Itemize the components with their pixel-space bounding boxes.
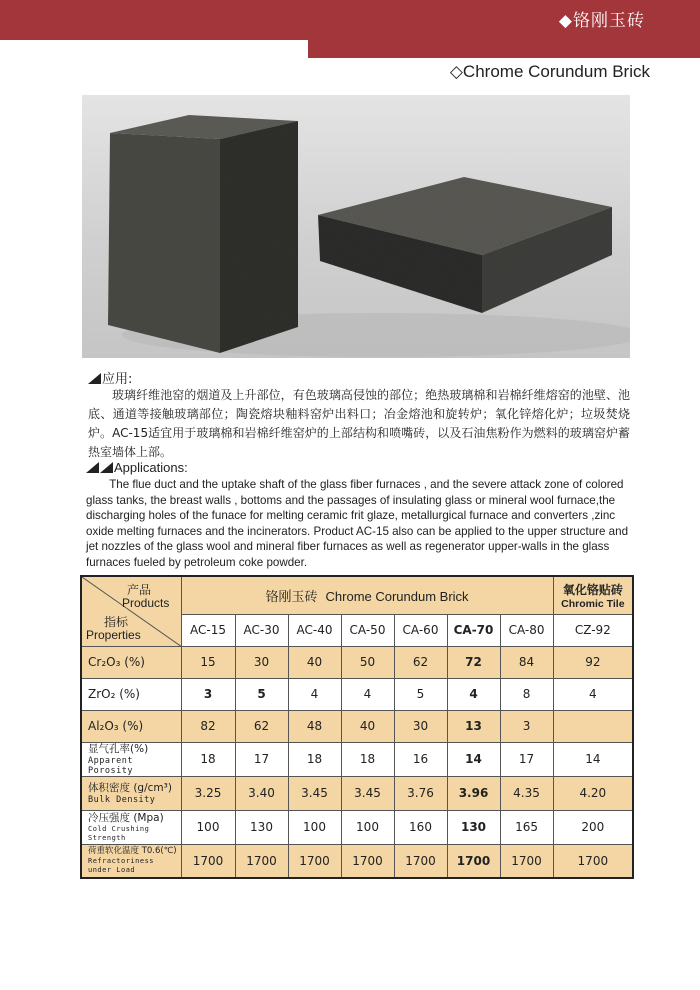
value-cell: 40 (341, 710, 394, 742)
value-cell: 1700 (553, 844, 633, 878)
value-cell: 130 (235, 810, 288, 844)
code-cell: CA-60 (394, 614, 447, 646)
header-banner-tab (308, 40, 700, 58)
code-cell: AC-40 (288, 614, 341, 646)
page-title-en: ◇Chrome Corundum Brick (449, 62, 650, 81)
value-cell: 82 (181, 710, 235, 742)
value-cell: 3.25 (181, 776, 235, 810)
row-label: Cr₂O₃ (%) (81, 646, 181, 678)
table-row (81, 810, 633, 844)
value-cell: 100 (181, 810, 235, 844)
code-cell: AC-30 (235, 614, 288, 646)
triangle-icon (100, 462, 113, 473)
value-cell: 4 (341, 678, 394, 710)
code-cell: CA-50 (341, 614, 394, 646)
applications-heading-cn: 应用: (88, 368, 132, 387)
value-cell: 4 (288, 678, 341, 710)
table-row (81, 646, 633, 678)
applications-text-cn: 玻璃纤维池窑的烟道及上升部位，有色玻璃高侵蚀的部位；绝热玻璃棉和岩棉纤维熔窑的池壁、池底、通道等接触玻璃部位；陶瓷熔块釉料窑炉出料口；冶金熔池和旋转炉；氧化锌熔化炉；垃圾焚烧炉。AC-15适宜用于玻璃棉和岩棉纤维窑炉的上部结构和喷嘴砖，以及石油焦粉作为燃料的玻璃窑炉蓄热室墙体上部。 (88, 388, 630, 459)
value-cell: 4.20 (553, 776, 633, 810)
value-cell: 5 (235, 678, 288, 710)
value-cell: 62 (394, 646, 447, 678)
row-label: 体积密度 (g/cm³) Bulk Density (81, 776, 181, 810)
value-cell: 17 (500, 742, 553, 776)
value-cell: 4 (447, 678, 500, 710)
page-title-cn: ◆铬刚玉砖 (558, 11, 645, 31)
table-row (81, 844, 633, 878)
value-cell: 100 (288, 810, 341, 844)
value-cell: 14 (447, 742, 500, 776)
value-cell: 160 (394, 810, 447, 844)
properties-table (80, 575, 634, 879)
value-cell: 30 (235, 646, 288, 678)
value-cell: 1700 (181, 844, 235, 878)
value-cell: 4.35 (500, 776, 553, 810)
value-cell: 130 (447, 810, 500, 844)
value-cell: 3 (181, 678, 235, 710)
value-cell: 200 (553, 810, 633, 844)
value-cell: 13 (447, 710, 500, 742)
bricks-illustration (82, 95, 630, 358)
value-cell: 18 (341, 742, 394, 776)
value-cell: 5 (394, 678, 447, 710)
value-cell: 17 (235, 742, 288, 776)
code-cell: CA-80 (500, 614, 553, 646)
row-label: 显气孔率(%) Apparent Porosity (81, 742, 181, 776)
table-corner: 产品 Products 指标 Properties (81, 576, 181, 646)
row-label: ZrO₂ (%) (81, 678, 181, 710)
applications-text-en: The flue duct and the uptake shaft of the glass fiber furnaces , and the severe attack zone of colored glass tanks, the breast walls , bottoms and the passages of insulating glass or mineral wool furnace,the discharging holes of the funace for melting ceramic frit glaze, metallurgical furnace and converters ,zinc oxide melting furnaces and the incinerators. Product AC-15 also can be applied to the upper structure and jet nozzles of the glass wool and mineral fiber furnaces as well as regenerator upper-walls in the glass furnaces fueled by petroleum coke powder. (86, 478, 629, 569)
code-cell: CZ-92 (553, 614, 633, 646)
value-cell: 165 (500, 810, 553, 844)
value-cell: 8 (500, 678, 553, 710)
value-cell: 4 (553, 678, 633, 710)
applications-heading-en: Applications: (86, 460, 188, 475)
row-label: 荷重软化温度 T0.6(℃) Refractoriness under Load (81, 844, 181, 878)
code-cell: AC-15 (181, 614, 235, 646)
value-cell: 3 (500, 710, 553, 742)
value-cell: 30 (394, 710, 447, 742)
group-header-chromic-tile: 氧化铬贴砖 Chromic Tile (553, 576, 633, 614)
value-cell: 100 (341, 810, 394, 844)
value-cell: 1700 (235, 844, 288, 878)
value-cell (553, 710, 633, 742)
value-cell: 84 (500, 646, 553, 678)
value-cell: 3.40 (235, 776, 288, 810)
tall-brick (108, 115, 298, 353)
header-banner (0, 0, 700, 40)
product-photo (82, 95, 630, 358)
triangle-icon (88, 373, 101, 384)
value-cell: 3.76 (394, 776, 447, 810)
value-cell: 1700 (288, 844, 341, 878)
value-cell: 1700 (394, 844, 447, 878)
flat-brick (318, 177, 612, 313)
group-header-chrome-corundum: 铬刚玉砖 Chrome Corundum Brick (181, 576, 553, 614)
value-cell: 50 (341, 646, 394, 678)
value-cell: 18 (181, 742, 235, 776)
value-cell: 3.96 (447, 776, 500, 810)
table-row (81, 678, 633, 710)
value-cell: 92 (553, 646, 633, 678)
value-cell: 3.45 (288, 776, 341, 810)
value-cell: 1700 (447, 844, 500, 878)
triangle-icon (86, 462, 99, 473)
value-cell: 16 (394, 742, 447, 776)
value-cell: 72 (447, 646, 500, 678)
value-cell: 1700 (500, 844, 553, 878)
code-cell: CA-70 (447, 614, 500, 646)
row-label: 冷压强度 (Mpa) Cold Crushing Strength (81, 810, 181, 844)
table-row (81, 742, 633, 776)
table-row (81, 776, 633, 810)
value-cell: 1700 (341, 844, 394, 878)
value-cell: 62 (235, 710, 288, 742)
value-cell: 3.45 (341, 776, 394, 810)
row-label: Al₂O₃ (%) (81, 710, 181, 742)
value-cell: 18 (288, 742, 341, 776)
value-cell: 14 (553, 742, 633, 776)
value-cell: 15 (181, 646, 235, 678)
value-cell: 48 (288, 710, 341, 742)
value-cell: 40 (288, 646, 341, 678)
table-row (81, 710, 633, 742)
